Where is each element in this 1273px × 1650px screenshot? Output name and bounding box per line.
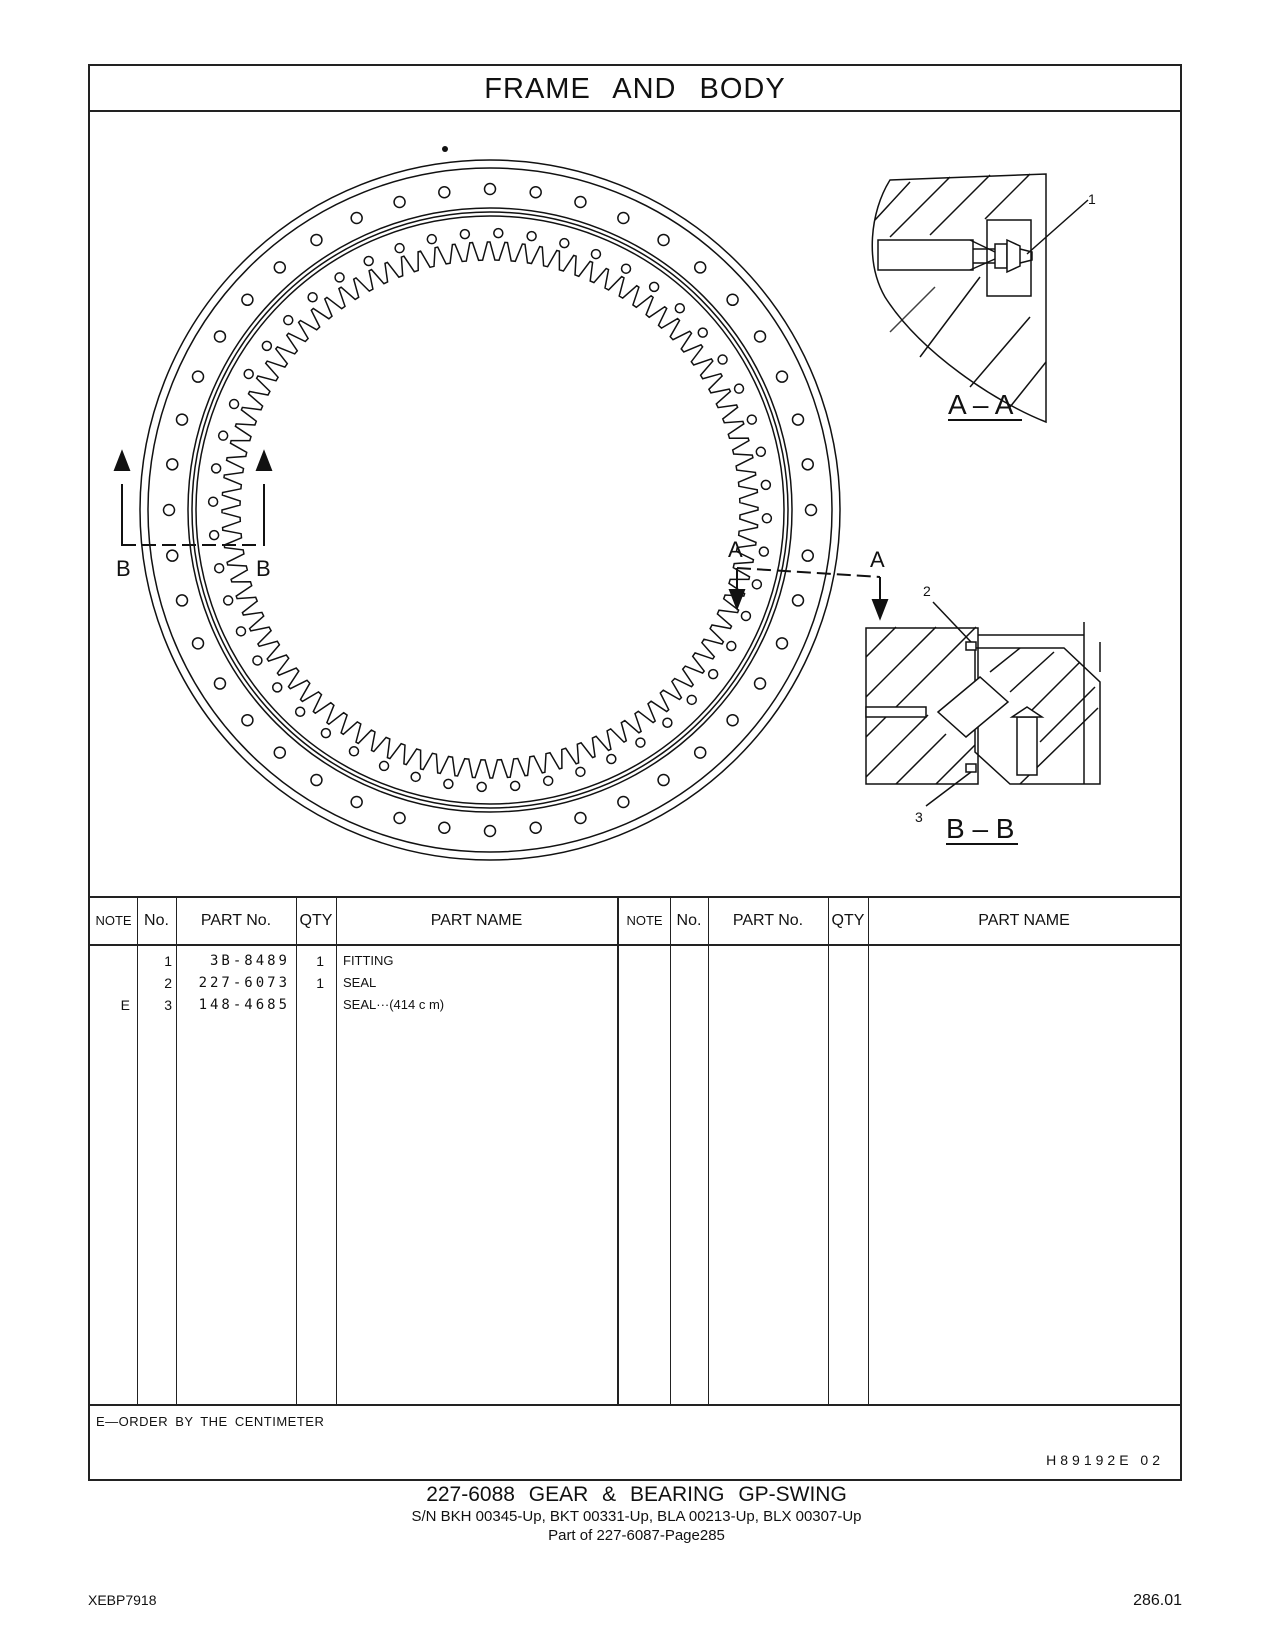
outer-ring-edge [140,160,840,860]
publication-number: XEBP7918 [88,1592,157,1608]
inner-bolt-hole [364,256,373,265]
section-b-right-label: B [256,556,271,581]
callout-3: 3 [915,809,923,825]
outer-bolt-hole [802,459,813,470]
inner-bolt-hole [215,564,224,573]
inner-bolt-hole [395,244,404,253]
parts-sheet [88,64,1182,1481]
header-qty-2: QTY [831,912,865,929]
bearing-race-line [188,208,792,812]
fitting-dot [442,146,448,152]
outer-bolt-hole [193,371,204,382]
inner-bolt-hole [544,776,553,785]
inner-bolt-hole [236,627,245,636]
bearing-race-line [196,216,784,804]
inner-bolt-hole [212,464,221,473]
callout-2: 2 [923,583,931,599]
table-row [90,950,690,972]
inner-bolt-hole [727,642,736,651]
outer-bolt-hole [394,812,405,823]
inner-bolt-hole [735,384,744,393]
header-part-name-2: PART NAME [978,912,1070,929]
outer-bolt-hole [530,822,541,833]
outer-bolt-hole [274,747,285,758]
section-a-a-detail [872,174,1088,422]
inner-bolt-hole [759,547,768,556]
outer-bolt-hole [658,234,669,245]
inner-bolt-hole [444,779,453,788]
row-part-no: 227-6073 [198,975,290,991]
outer-bolt-hole [575,197,586,208]
row-part-name: SEAL···(414 c m) [343,997,445,1012]
col-divider [868,898,869,1404]
outer-bolt-hole [575,812,586,823]
inner-bolt-hole [576,767,585,776]
inner-bolt-hole [752,580,761,589]
outer-bolt-hole [193,638,204,649]
inner-bolt-hole [762,514,771,523]
part-of-reference: Part of 227-6087-Page285 [548,1527,725,1544]
outer-bolt-hole [802,550,813,561]
row-no: 2 [164,975,172,991]
inner-bolt-hole [210,531,219,540]
inner-bolt-hole [527,232,536,241]
footnote: E—ORDER BY THE CENTIMETER [96,1414,325,1429]
outer-bolt-hole [242,294,253,305]
inner-bolt-hole [687,695,696,704]
inner-bolt-hole [224,596,233,605]
parts-table [90,896,1180,1404]
outer-bolt-hole [214,331,225,342]
outer-bolt-hole [351,213,362,224]
col-divider [708,898,709,1404]
inner-bolt-hole [460,230,469,239]
inner-bolt-hole [380,761,389,770]
exploded-drawing [90,112,1180,896]
section-a-right-label: A [870,547,885,572]
drawing-svg [90,112,1180,896]
outer-bolt-hole [485,826,496,837]
gear-teeth [222,242,758,778]
inner-bolt-hole [308,293,317,302]
outer-bolt-hole [776,371,787,382]
outer-bolt-hole [792,595,803,606]
header-part-no-2: PART No. [732,912,804,929]
inner-bolt-hole [296,707,305,716]
header-note-2: NOTE [626,913,663,928]
outer-bolt-hole [658,775,669,786]
inner-bolt-hole [209,497,218,506]
outer-bolt-hole [242,715,253,726]
inner-bolt-hole [427,235,436,244]
inner-bolt-hole [607,755,616,764]
inner-bolt-hole [560,239,569,248]
outer-bolt-hole [311,234,322,245]
inner-bolt-hole [273,683,282,692]
outer-bolt-hole [618,213,629,224]
page-number: 286.01 [1133,1592,1182,1609]
outer-bolt-hole [530,187,541,198]
inner-bolt-hole [663,718,672,727]
inner-bolt-hole [761,480,770,489]
outer-bolt-hole [695,747,706,758]
outer-bolt-hole [806,505,817,516]
row-part-name: FITTING [343,953,394,968]
inner-bolt-hole [284,316,293,325]
outer-bolt-hole [311,775,322,786]
header-part-name: PART NAME [430,912,523,929]
col-divider [828,898,829,1404]
inner-bolt-hole [709,670,718,679]
drawing-code: H89192E 02 [1046,1452,1164,1468]
outer-bolt-hole [394,197,405,208]
section-b-b-label: B – B [946,813,1015,844]
table-row [90,994,690,1016]
outer-bolt-hole [727,294,738,305]
section-title: FRAME AND BODY [90,66,1180,112]
bearing-race-line [192,212,788,808]
section-b-left-label: B [116,556,131,581]
row-no: 3 [164,997,172,1013]
inner-bolt-hole [650,282,659,291]
section-b-b-detail [866,602,1100,806]
row-part-no: 148-4685 [198,997,290,1013]
inner-bolt-hole [741,611,750,620]
outer-bolt-hole [755,678,766,689]
outer-ring-edge [148,168,832,852]
outer-bolt-hole [167,550,178,561]
outer-bolt-hole [274,262,285,273]
document-title: 227-6088 GEAR & BEARING GP-SWING [426,1483,847,1506]
outer-bolt-hole [485,184,496,195]
outer-bolt-hole [792,414,803,425]
inner-bolt-hole [718,355,727,364]
inner-bolt-hole [511,781,520,790]
inner-bolt-hole [411,772,420,781]
inner-bolt-hole [591,250,600,259]
outer-bolt-hole [727,715,738,726]
row-part-no: 3B-8489 [209,953,290,969]
header-rule [90,944,1180,946]
row-qty: 1 [316,953,324,969]
outer-bolt-hole [167,459,178,470]
outer-bolt-hole [177,595,188,606]
header-part-no: PART No. [200,912,272,929]
table-row [90,972,690,994]
inner-bolt-hole [230,400,239,409]
swing-ring-gear [140,146,840,860]
inner-bolt-hole [335,273,344,282]
header-no: No. [144,912,169,929]
header-note: NOTE [95,913,132,928]
inner-bolt-hole [349,747,358,756]
serial-numbers: S/N BKH 00345-Up, BKT 00331-Up, BLA 00213-Up, BLX 00307-Up [411,1508,862,1525]
section-a-left-label: A [728,537,743,562]
outer-bolt-hole [164,505,175,516]
header-no-2: No. [676,912,702,929]
inner-bolt-hole [262,341,271,350]
row-part-name: SEAL [343,975,377,990]
inner-bolt-hole [636,738,645,747]
outer-bolt-hole [618,796,629,807]
inner-bolt-hole [321,729,330,738]
notes-box [90,1404,1180,1481]
outer-bolt-hole [776,638,787,649]
inner-bolt-hole [244,369,253,378]
row-no: 1 [164,953,172,969]
row-note: E [120,997,130,1013]
inner-bolt-hole [477,782,486,791]
inner-bolt-hole [756,447,765,456]
inner-bolt-hole [622,264,631,273]
outer-bolt-hole [351,796,362,807]
section-a-a-label: A – A [948,389,1014,420]
row-qty: 1 [316,975,324,991]
inner-bolt-hole [219,431,228,440]
outer-bolt-hole [439,822,450,833]
outer-bolt-hole [695,262,706,273]
inner-bolt-hole [675,304,684,313]
section-a-cut [730,568,887,618]
outer-bolt-hole [214,678,225,689]
outer-bolt-hole [439,187,450,198]
callout-1: 1 [1088,191,1096,207]
inner-bolt-hole [747,415,756,424]
outer-bolt-hole [755,331,766,342]
outer-bolt-hole [177,414,188,425]
inner-bolt-hole [253,656,262,665]
inner-bolt-hole [698,328,707,337]
inner-bolt-hole [494,229,503,238]
header-qty: QTY [299,912,333,929]
